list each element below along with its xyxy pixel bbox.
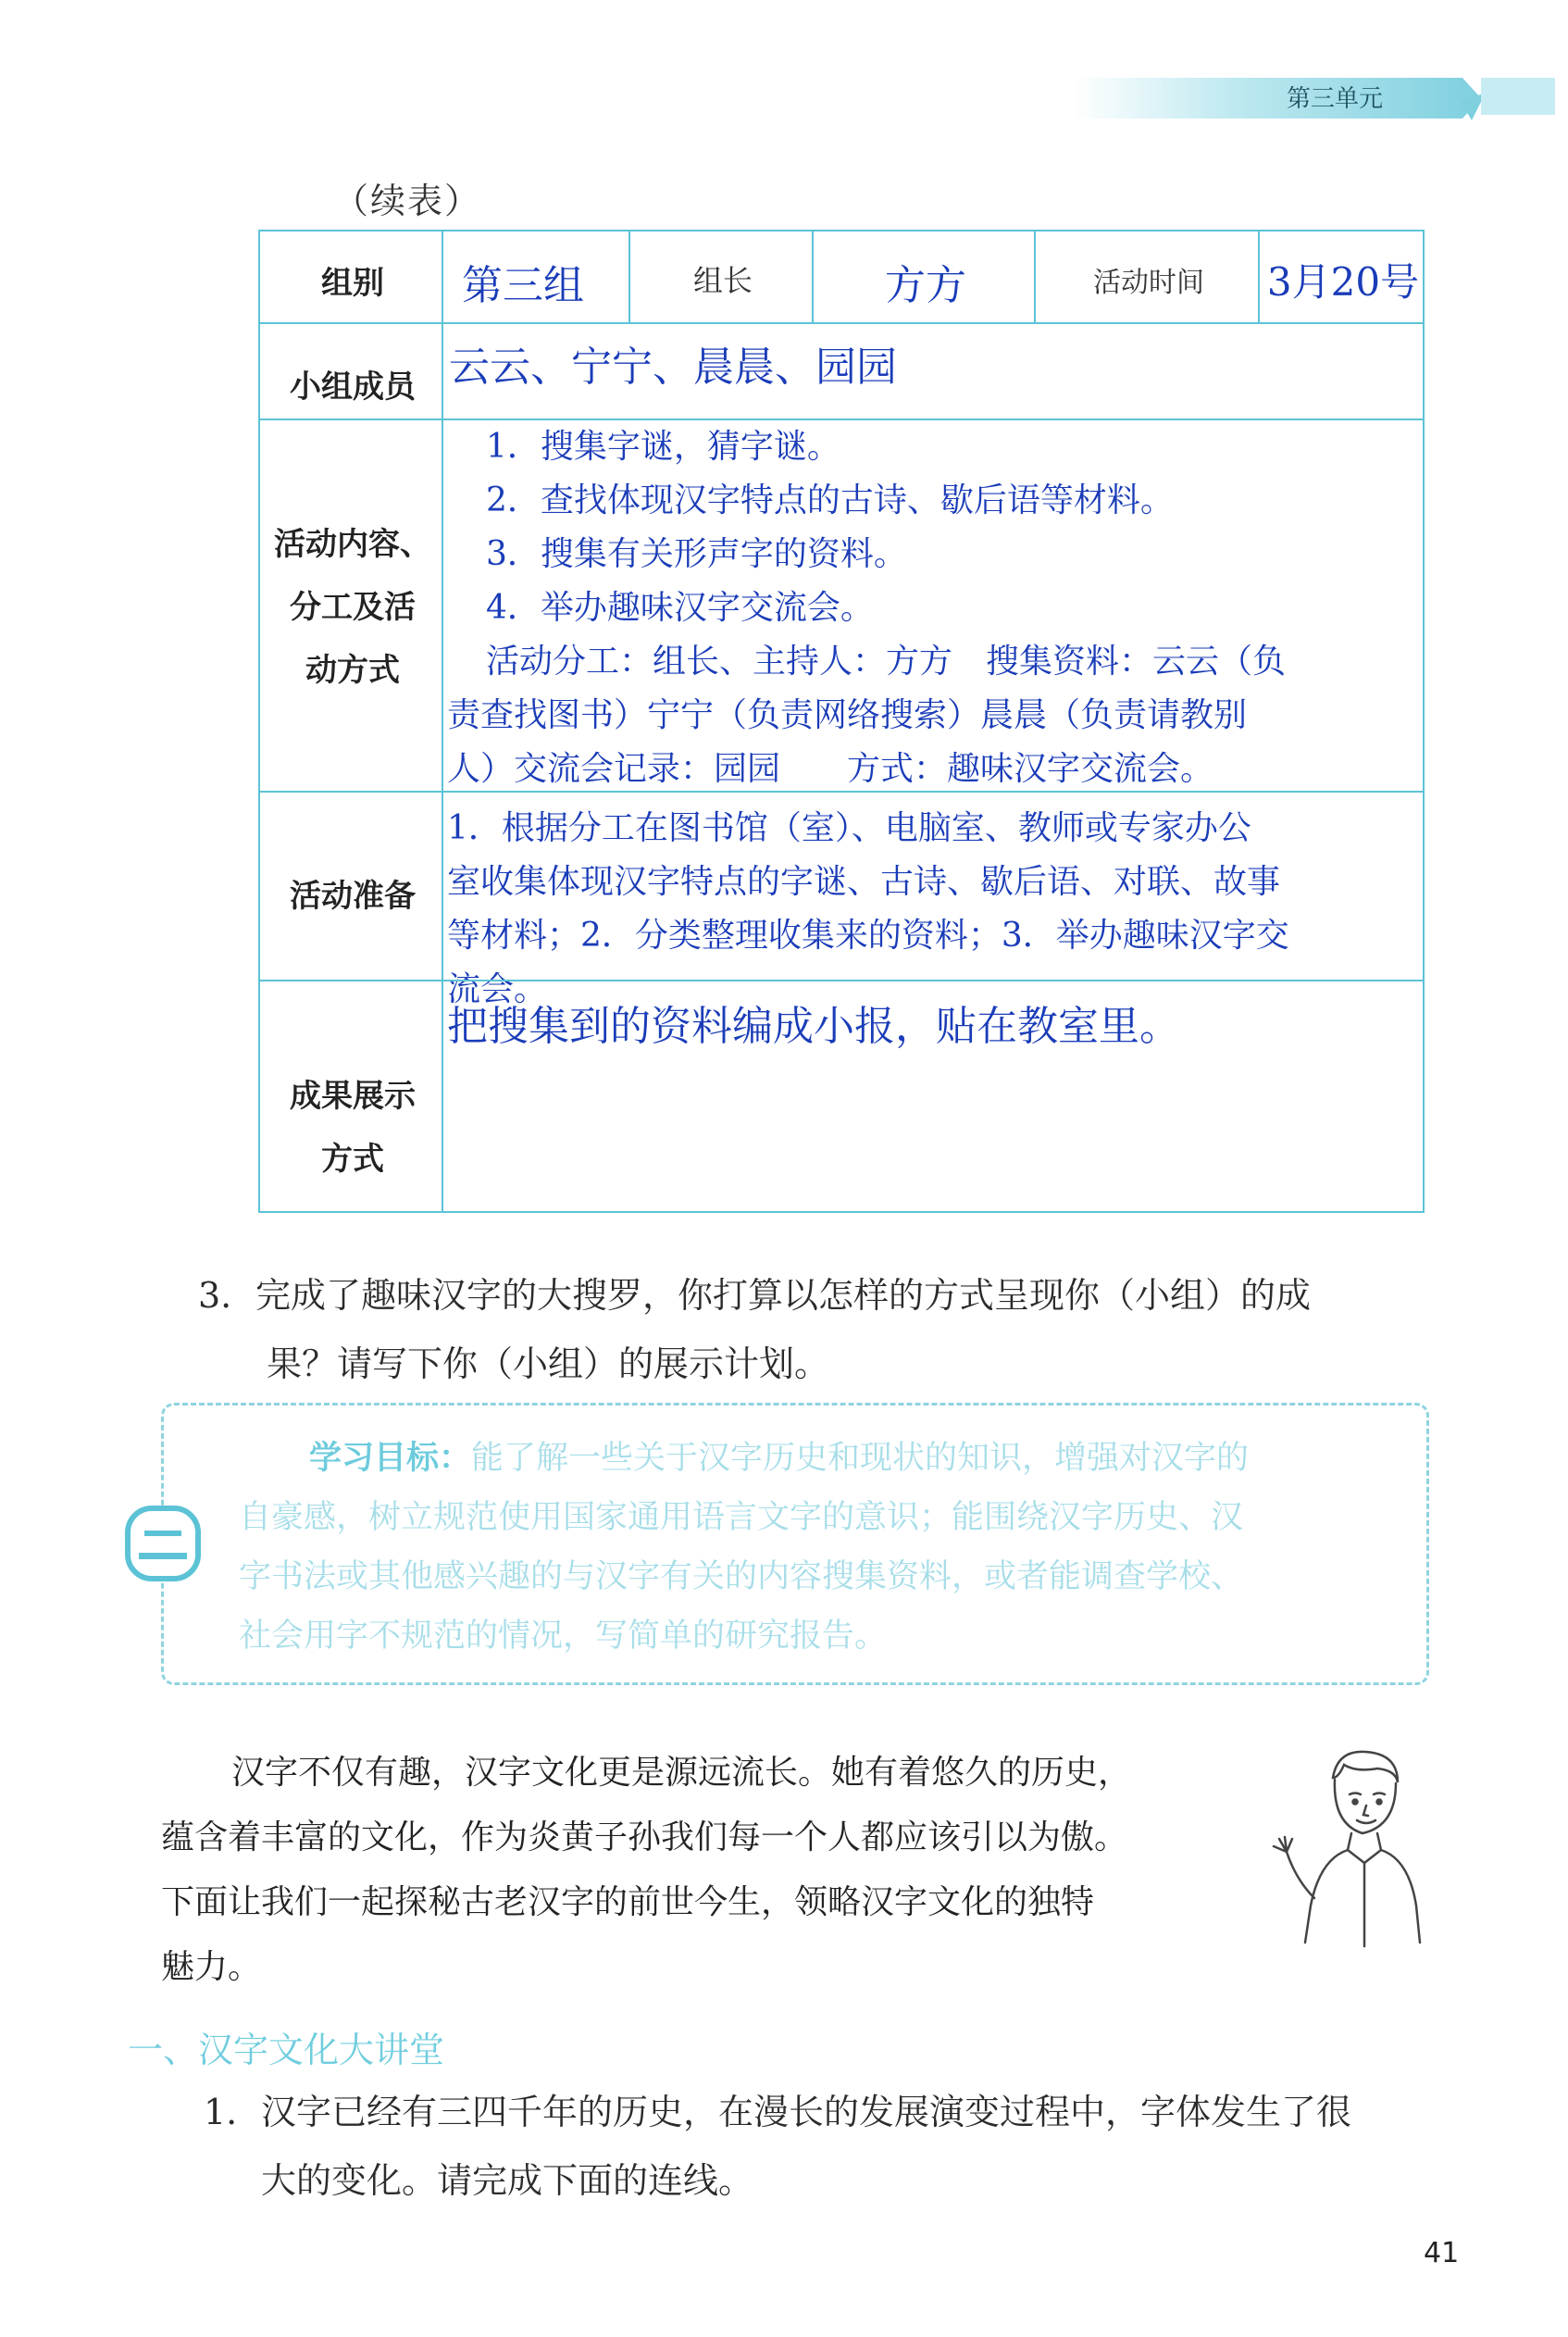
learning-goal-line: 社会用字不规范的情况，写简单的研究报告。 — [239, 1618, 888, 1655]
prep-line: 等材料；2．分类整理收集来的资料；3．举办趣味汉字交 — [447, 917, 1289, 955]
group-label: 组别 — [321, 265, 384, 302]
time-label: 活动时间 — [1093, 267, 1204, 299]
boy-drawing — [1259, 1741, 1453, 1954]
content-label-line: 动方式 — [305, 652, 400, 689]
intro-line: 汉字不仅有趣，汉字文化更是源远流长。她有着悠久的历史， — [231, 1754, 1132, 1792]
learning-goal-title: 学习目标： — [309, 1440, 472, 1477]
members-label: 小组成员 — [290, 369, 416, 406]
result-label-line: 方式 — [321, 1141, 384, 1178]
question-1-number: 1. — [204, 2092, 238, 2132]
leader-label-cell — [628, 230, 814, 324]
prep-line: 流会。 — [447, 970, 548, 1008]
prep-label: 活动准备 — [290, 878, 416, 915]
learning-goal-box — [161, 1403, 1429, 1685]
leader-label: 组长 — [692, 263, 753, 298]
question-1-line: 大的变化。请完成下面的连线。 — [261, 2160, 754, 2201]
prep-line: 1．根据分工在图书馆（室）、电脑室、教师或专家办公 — [447, 809, 1251, 847]
result-label-line: 成果展示 — [290, 1078, 416, 1115]
content-line: 3．搜集有关形声字的资料。 — [486, 535, 907, 573]
content-line: 1．搜集字谜，猜字谜。 — [486, 428, 840, 466]
content-line: 活动分工：组长、主持人：方方 搜集资料：云云（负 — [486, 643, 1287, 681]
result-label-cell — [258, 980, 443, 1213]
learning-goal-line: 字书法或其他感兴趣的与汉字有关的内容搜集资料，或者能调查学校、 — [239, 1558, 1244, 1595]
prep-value-cell — [442, 791, 1425, 1008]
prep-line: 室收集体现汉字特点的字谜、古诗、歇后语、对联、故事 — [447, 863, 1281, 901]
section-1-title: 一、汉字文化大讲堂 — [128, 2030, 445, 2070]
activity-plan-table — [258, 230, 1425, 1213]
page-number: 41 — [1424, 2237, 1460, 2269]
prep-label-cell — [258, 791, 443, 981]
badge-shape — [124, 1505, 202, 1582]
time-value-cell — [1258, 230, 1425, 324]
content-line: 责查找图书）宁宁（负责网络搜索）晨晨（负责请教别 — [447, 696, 1248, 734]
content-line: 2．查找体现汉字特点的古诗、歇后语等材料。 — [486, 481, 1174, 519]
time-value: 3月20号 — [1266, 259, 1420, 305]
intro-line: 下面让我们一起探秘古老汉字的前世今生，领略汉字文化的独特 — [161, 1883, 1095, 1921]
group-value-cell — [442, 230, 630, 324]
content-line: 4．举办趣味汉字交流会。 — [486, 589, 874, 627]
boy-illustration — [1259, 1741, 1453, 1954]
members-value-cell — [442, 322, 1425, 420]
intro-line: 魅力。 — [161, 1948, 262, 1986]
group-label-cell — [258, 230, 443, 324]
question-1-text — [261, 2078, 1437, 2215]
result-label — [260, 1065, 445, 1191]
group-value: 第三组 — [462, 262, 584, 309]
leader-value-cell — [812, 230, 1036, 324]
unit-banner — [1074, 74, 1555, 126]
question-1-line: 汉字已经有三四千年的历史，在漫长的发展演变过程中，字体发生了很 — [261, 2092, 1352, 2132]
learning-goal-text — [239, 1429, 1405, 1666]
result-value-cell — [442, 980, 1425, 1213]
content-value — [447, 420, 1286, 796]
content-label — [260, 513, 445, 702]
question-3-number: 3. — [198, 1275, 232, 1316]
table-continued-label: （续表） — [333, 181, 482, 221]
content-line: 人）交流会记录：园园 方式：趣味汉字交流会。 — [447, 750, 1214, 788]
learning-goal-line: 自豪感，树立规范使用国家通用语言文字的意识；能围绕汉字历史、汉 — [239, 1499, 1244, 1536]
intro-line: 蕴含着丰富的文化，作为炎黄子孙我们每一个人都应该引以为傲。 — [161, 1818, 1128, 1856]
members-label-cell — [258, 322, 443, 420]
time-label-cell — [1034, 230, 1260, 324]
members-value: 云云、宁宁、晨晨、园园 — [449, 344, 897, 391]
unit-title: 第三单元 — [1287, 85, 1384, 113]
content-label-line: 活动内容、 — [274, 526, 431, 563]
section-two-badge — [124, 1505, 202, 1582]
learning-goal-line: 学习目标：能了解一些关于汉字历史和现状的知识，增强对汉字的 — [309, 1440, 1250, 1477]
intro-paragraph — [161, 1741, 1179, 2000]
content-label-line: 分工及活 — [290, 589, 416, 626]
question-3-line: 完成了趣味汉字的大搜罗，你打算以怎样的方式呈现你（小组）的成 — [255, 1275, 1312, 1316]
question-3-line: 果？请写下你（小组）的展示计划。 — [267, 1343, 830, 1384]
content-value-cell — [442, 419, 1425, 793]
result-value: 把搜集到的资料编成小报，贴在教室里。 — [447, 1003, 1180, 1050]
leader-value: 方方 — [885, 262, 966, 309]
question-3-text — [255, 1261, 1431, 1398]
content-label-cell — [258, 419, 443, 793]
